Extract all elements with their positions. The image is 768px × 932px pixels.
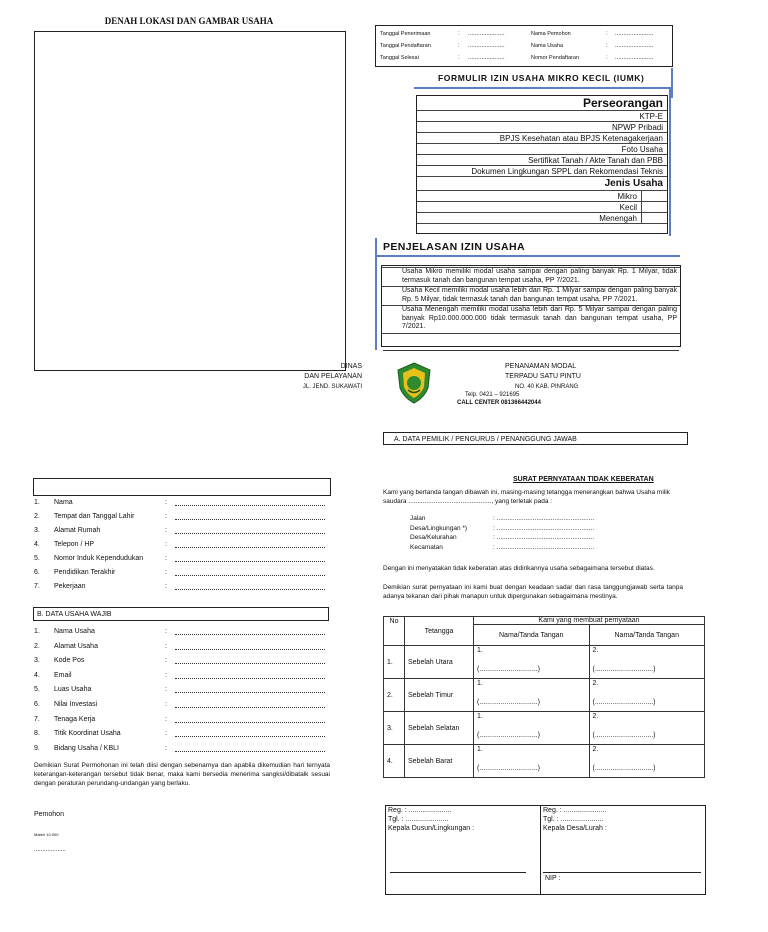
- sign-cell-1[interactable]: [474, 712, 590, 745]
- field-input-line[interactable]: [175, 641, 325, 650]
- tetangga-row: [384, 745, 705, 778]
- field-input-line[interactable]: [175, 670, 325, 679]
- form-field-row: [34, 641, 330, 653]
- field-input-line[interactable]: [175, 539, 325, 548]
- field-number: 2.: [34, 642, 40, 650]
- reg-sep-2: :: [606, 31, 608, 37]
- req-item: Sertifikat Tanah / Akte Tanah dan PBB: [417, 155, 667, 166]
- agency-right-1: PENANAMAN MODAL: [505, 363, 577, 370]
- field-number: 5.: [34, 686, 40, 694]
- field-input-line[interactable]: [175, 743, 325, 752]
- field-number: 1.: [34, 499, 40, 506]
- reg-right-tgl: Tgl. : ......................: [543, 816, 604, 823]
- accent-line: [671, 68, 673, 98]
- field-label: Alamat Rumah: [54, 527, 101, 534]
- field-input-line[interactable]: [175, 525, 325, 534]
- row-direction: Sebelah Utara: [405, 646, 474, 679]
- req-item: BPJS Kesehatan atau BPJS Ketenagakerjaan: [417, 133, 667, 144]
- accent-line: [383, 350, 679, 351]
- field-label: Pendidikan Terakhir: [54, 569, 116, 576]
- field-label: Nama: [54, 499, 73, 506]
- sign-num: 1.: [477, 746, 483, 753]
- req-item: Dokumen Lingkungan SPPL dan Rekomendasi Teknis: [417, 166, 667, 177]
- col-nama-1: Nama/Tanda Tangan: [474, 625, 590, 646]
- reg-value-2[interactable]: .......................: [615, 43, 654, 49]
- reg-label-2: Nama Pemohon: [531, 31, 571, 37]
- field-number: 3.: [34, 657, 40, 665]
- req-item: NPWP Pribadi: [417, 122, 667, 133]
- reg-value-2[interactable]: .......................: [615, 55, 654, 61]
- section-b-title: B. DATA USAHA WAJIB: [33, 607, 329, 621]
- sign-blank: (..............................): [592, 666, 656, 673]
- req-item: KTP-E: [417, 111, 667, 122]
- sign-cell-2[interactable]: [589, 712, 705, 745]
- req-item: Foto Usaha: [417, 144, 667, 155]
- address-value[interactable]: : ......................................................: [493, 543, 595, 551]
- reg-left-title: Kepala Dusun/Lingkungan :: [388, 825, 475, 832]
- field-label: Kode Pos: [54, 657, 85, 665]
- surat-title: SURAT PERNYATAAN TIDAK KEBERATAN: [513, 476, 654, 483]
- reg-sep: :: [458, 43, 460, 49]
- sign-cell-2[interactable]: [589, 745, 705, 778]
- field-input-line[interactable]: [175, 567, 325, 576]
- form-field-row: [34, 743, 330, 755]
- jenis-item: [417, 191, 667, 202]
- field-colon: :: [165, 686, 167, 694]
- field-number: 7.: [34, 715, 40, 723]
- jenis-heading: Jenis Usaha: [417, 177, 667, 191]
- reg-label: Tanggal Penerimaan: [380, 31, 431, 37]
- sign-line-left: [390, 872, 526, 873]
- field-number: 2.: [34, 513, 40, 520]
- jenis-item: [417, 213, 667, 224]
- field-label: Nama Usaha: [54, 628, 95, 635]
- field-input-line[interactable]: [175, 553, 325, 562]
- field-colon: :: [165, 527, 167, 534]
- reg-label: Tanggal Pendaftaran: [380, 43, 431, 49]
- sign-num: 1.: [477, 680, 483, 687]
- penjelasan-box: [381, 265, 681, 347]
- field-label: Nomor Induk Kependudukan: [54, 555, 144, 562]
- req-heading: Perseorangan: [417, 96, 667, 111]
- form-field-row: [34, 670, 330, 682]
- reg-sep-2: :: [606, 43, 608, 49]
- field-number: 3.: [34, 527, 40, 534]
- surat-p2: Demikian surat pernyataan ini kami buat dengan keadaan sadar dan rasa tanggungjawab serta tanpa adanya tekanan dari pihak manapun untuk dipergunakan sebagaimana mestinya.: [383, 584, 683, 600]
- section-a-title: A. DATA PEMILIK / PENGURUS / PENANGGUNG JAWAB: [383, 432, 688, 445]
- form-field-row: [34, 567, 330, 579]
- accent-line: [414, 87, 673, 89]
- pemohon-sign: ...................: [34, 847, 66, 853]
- field-colon: :: [165, 671, 167, 679]
- agency-left-2: DAN PELAYANAN: [304, 373, 362, 380]
- agency-phone: Telp. 0421 – 921695: [465, 392, 520, 398]
- col-no: No: [384, 617, 405, 646]
- reg-sep-2: :: [606, 55, 608, 61]
- col-tetangga: Tetangga: [405, 617, 474, 646]
- agency-left-3: JL. JEND. SUKAWATI: [302, 384, 362, 390]
- form-field-row: [34, 626, 330, 638]
- materai-label: Materi 10.000: [34, 832, 59, 837]
- field-colon: :: [165, 555, 167, 562]
- field-number: 5.: [34, 555, 40, 562]
- reg-label: Tanggal Selesai: [380, 55, 419, 61]
- requirements-box: [416, 95, 668, 234]
- field-label: Titik Koordinat Usaha: [54, 730, 121, 738]
- form-field-row: [34, 714, 330, 726]
- field-colon: :: [165, 730, 167, 738]
- penjelasan-item: Usaha Menengah memiliki modal usaha lebih dari Rp. 5 Milyar sampai dengan paling banyak Rp10.000.000.000 tidak termasuk tanah dan bangunan tempat usaha, PP 7/2021.: [382, 306, 680, 334]
- form-title: FORMULIR IZIN USAHA MIKRO KECIL (IUMK): [438, 73, 645, 83]
- address-value[interactable]: : ......................................................: [493, 524, 595, 532]
- field-input-line[interactable]: [175, 699, 325, 708]
- field-label: Tempat dan Tanggal Lahir: [54, 513, 135, 520]
- field-input-line[interactable]: [175, 626, 325, 635]
- sign-cell-1[interactable]: [474, 679, 590, 712]
- sign-blank: (..............................): [477, 765, 541, 772]
- sign-num: 2.: [592, 647, 599, 654]
- reg-box-left: [385, 805, 541, 895]
- field-label: Nilai Investasi: [54, 701, 98, 708]
- address-value[interactable]: : ......................................................: [493, 534, 595, 541]
- field-colon: :: [165, 569, 167, 576]
- jenis-checkbox[interactable]: [642, 202, 667, 212]
- sign-blank: (..............................): [592, 765, 656, 772]
- field-colon: :: [165, 513, 167, 520]
- field-number: 7.: [34, 583, 40, 590]
- pinrang-logo: [396, 362, 432, 404]
- agency-call-center: CALL CENTER 081366442044: [457, 400, 541, 406]
- surat-intro: Kami yang bertanda tangan dibawah ini, masing-masing tetangga menerangkan bahwa Usaha milik saudara .............................................., yang terletak pada :: [383, 489, 670, 505]
- sign-num: 2.: [592, 680, 599, 687]
- reg-sep: :: [458, 55, 460, 61]
- field-colon: :: [165, 541, 167, 548]
- field-number: 1.: [34, 628, 40, 635]
- field-colon: :: [165, 701, 167, 708]
- reg-left-tgl: Tgl. : ......................: [388, 816, 449, 823]
- accent-line: [376, 255, 680, 257]
- field-number: 4.: [34, 671, 40, 679]
- form-field-row: [34, 684, 330, 696]
- sign-cell-1[interactable]: [474, 745, 590, 778]
- form-field-row: [34, 728, 330, 740]
- agency-left-1: DINAS: [340, 363, 362, 370]
- field-colon: :: [165, 583, 167, 590]
- field-input-line[interactable]: [175, 511, 325, 520]
- row-direction: Sebelah Selatan: [405, 712, 474, 745]
- penjelasan-item: Usaha Mikro memiliki modal usaha sampai dengan paling banyak Rp. 1 Milyar, tidak termasuk tanah dan bangunan tempat usaha, PP 7/2021.: [382, 267, 680, 287]
- reg-right-reg: Reg. : ......................: [543, 807, 607, 814]
- field-label: Tenaga Kerja: [54, 715, 96, 723]
- jenis-label: Kecil: [417, 202, 642, 212]
- tetangga-row: [384, 646, 705, 679]
- pemohon-label: Pemohon: [34, 811, 64, 818]
- sign-cell-2[interactable]: [589, 679, 705, 712]
- field-input-line[interactable]: [175, 684, 325, 693]
- section-a-box: [33, 478, 331, 496]
- reg-box-right: [540, 805, 706, 895]
- field-label: Pekerjaan: [54, 583, 86, 590]
- form-field-row: [34, 581, 330, 593]
- tetangga-row: [384, 679, 705, 712]
- field-number: 4.: [34, 541, 40, 548]
- field-input-line[interactable]: [175, 497, 325, 506]
- penjelasan-item: Usaha Kecil memiliki modal usaha lebih dari Rp. 1 Milyar sampai dengan paling banyak Rp. 5 Milyar, tidak termasuk tanah dan bangunan tempat usaha, PP 7/2021.: [382, 287, 680, 306]
- jenis-checkbox[interactable]: [642, 191, 667, 201]
- field-label: Alamat Usaha: [54, 642, 98, 650]
- penjelasan-title: PENJELASAN IZIN USAHA: [383, 241, 525, 253]
- reg-sep: :: [458, 31, 460, 37]
- form-field-row: [34, 699, 330, 711]
- reg-value[interactable]: ......................: [468, 55, 505, 61]
- field-input-line[interactable]: [175, 581, 325, 590]
- field-number: 6.: [34, 701, 40, 708]
- field-input-line[interactable]: [175, 655, 325, 664]
- form-field-row: [34, 539, 330, 551]
- sign-num: 2.: [592, 746, 599, 753]
- sign-blank: (..............................): [592, 732, 656, 739]
- nip-label: NIP :: [545, 875, 561, 882]
- sign-num: 1.: [477, 713, 483, 720]
- form-field-row: [34, 525, 330, 537]
- sign-num: 2.: [592, 713, 599, 720]
- sign-blank: (..............................): [477, 732, 541, 739]
- sign-cell-2[interactable]: [589, 646, 705, 679]
- tetangga-row: [384, 712, 705, 745]
- field-colon: :: [165, 642, 167, 650]
- form-field-row: [34, 655, 330, 667]
- field-colon: :: [165, 657, 167, 665]
- field-number: 6.: [34, 569, 40, 576]
- row-direction: Sebelah Timur: [405, 679, 474, 712]
- reg-label-2: Nomor Pendaftaran: [531, 55, 579, 61]
- jenis-item: [417, 202, 667, 213]
- jenis-label: Mikro: [417, 191, 642, 201]
- reg-left-reg: Reg. : ......................: [388, 807, 452, 814]
- form-field-row: [34, 497, 330, 509]
- field-label: Luas Usaha: [54, 686, 92, 694]
- field-input-line[interactable]: [175, 714, 325, 723]
- field-label: Email: [54, 671, 72, 679]
- sign-line-right: [543, 872, 701, 873]
- jenis-label: Menengah: [417, 213, 642, 223]
- sign-blank: (..............................): [592, 699, 656, 706]
- row-number: 3.: [384, 712, 405, 745]
- address-value[interactable]: : ......................................................: [493, 515, 595, 522]
- reg-info-box: [375, 25, 673, 67]
- denah-title: DENAH LOKASI DAN GAMBAR USAHA: [104, 16, 274, 26]
- reg-value[interactable]: ......................: [468, 31, 505, 37]
- field-colon: :: [165, 744, 167, 752]
- denah-box: [34, 31, 346, 371]
- accent-line: [669, 88, 671, 236]
- tetangga-table: [383, 616, 705, 778]
- address-label: Desa/Lingkungan *): [410, 524, 468, 532]
- row-direction: Sebelah Barat: [405, 745, 474, 778]
- reg-value-2[interactable]: .......................: [615, 31, 654, 37]
- row-number: 2.: [384, 679, 405, 712]
- field-colon: :: [165, 499, 167, 506]
- sign-num: 1.: [477, 647, 483, 654]
- sign-blank: (..............................): [477, 666, 541, 673]
- row-number: 4.: [384, 745, 405, 778]
- reg-right-title: Kepala Desa/Lurah :: [543, 825, 607, 832]
- form-field-row: [34, 511, 330, 523]
- field-colon: :: [165, 715, 167, 723]
- field-number: 9.: [34, 744, 40, 752]
- field-number: 8.: [34, 730, 40, 738]
- surat-p1: Dengan ini menyatakan tidak keberatan atas didirikannya usaha sebagaimana tersebut diatas.: [383, 565, 655, 572]
- agency-right-2: TERPADU SATU PINTU: [505, 373, 581, 380]
- field-label: Telepon / HP: [54, 541, 95, 548]
- col-nama-2: Nama/Tanda Tangan: [589, 625, 705, 646]
- reg-label-2: Nama Usaha: [531, 43, 564, 49]
- sign-cell-1[interactable]: [474, 646, 590, 679]
- field-label: Bidang Usaha / KBLI: [54, 744, 119, 752]
- address-label: Desa/Kelurahan: [410, 534, 457, 541]
- field-input-line[interactable]: [175, 728, 325, 737]
- field-colon: :: [165, 628, 167, 635]
- address-label: Kecamatan: [410, 543, 443, 551]
- col-head-top: Kami yang membuat pernyataan: [474, 617, 705, 625]
- sign-blank: (..............................): [477, 699, 541, 706]
- row-number: 1.: [384, 646, 405, 679]
- reg-value[interactable]: ......................: [468, 43, 505, 49]
- agency-right-3: NO. 40 KAB. PINRANG: [515, 384, 579, 390]
- address-label: Jalan: [410, 515, 426, 522]
- jenis-checkbox[interactable]: [642, 213, 667, 223]
- closing-statement: Demikian Surat Permohonan ini telah diisi dengan sebenarnya dan apabila dikemudian hari ternyata keterangan-keterangan tersebut tidak benar, maka kami bersedia menerima sangksi/dibatalk sesuai dengan peraturan perundang-undangan yang berlaku.: [34, 762, 330, 787]
- form-field-row: [34, 553, 330, 565]
